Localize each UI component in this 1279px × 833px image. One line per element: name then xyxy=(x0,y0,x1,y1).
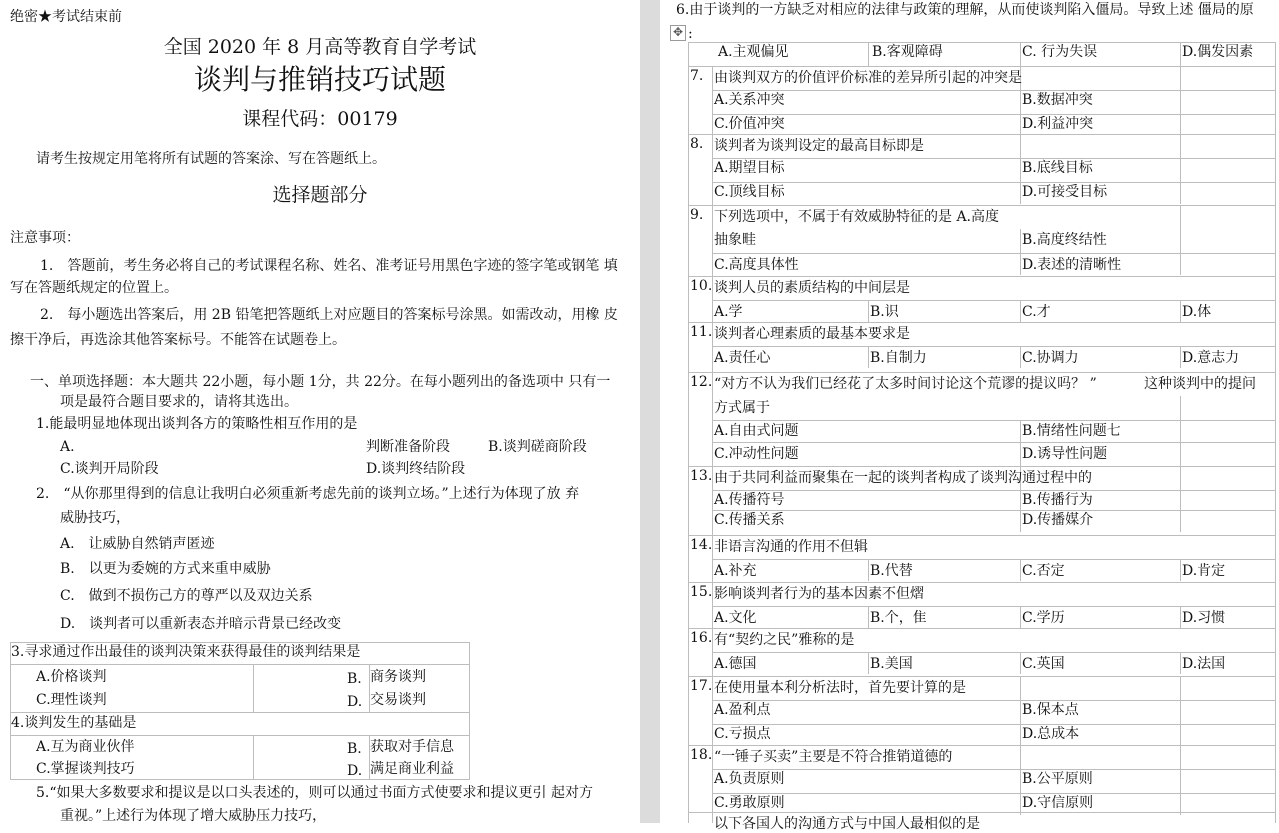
table-grid-line xyxy=(1020,420,1021,466)
question-number: 10. xyxy=(690,278,713,294)
q1-option-d: D.谈判终结阶段 xyxy=(366,461,466,477)
table-grid-line xyxy=(1180,559,1181,581)
table-grid-line xyxy=(688,466,1275,467)
table-grid-line xyxy=(688,205,1275,206)
option-d: D.肯定 xyxy=(1182,563,1226,579)
table-grid-line xyxy=(1180,66,1181,136)
course-code: 课程代码：00179 xyxy=(242,108,398,130)
q3-option-b-letter: B. xyxy=(347,671,362,687)
option-a: A.负责原则 xyxy=(714,771,785,787)
table-grid-line xyxy=(688,582,1275,583)
question-stem: “一锤子买卖”主要是不符合推销道德的 xyxy=(714,749,953,765)
question-number: 13. xyxy=(690,468,713,484)
option-a: A.责任心 xyxy=(714,350,771,366)
question-stem: “对方不认为我们已经花了太多时间讨论这个荒谬的提议吗？ ” xyxy=(714,376,1097,392)
table-grid-line xyxy=(688,676,1275,677)
option-c: C.才 xyxy=(1022,304,1051,320)
option-a: A.学 xyxy=(714,304,743,320)
option-d: D.利益冲突 xyxy=(1022,116,1094,132)
note1-line1: 1. 答题前，考生务必将自己的考试课程名称、姓名、准考证号用黑色字迹的签字笔或钢笔 填 xyxy=(40,258,618,274)
exam-title: 全国 2020 年 8 月高等教育自学考试 xyxy=(163,36,477,58)
option-c: C.学历 xyxy=(1022,610,1065,626)
table-grid-line xyxy=(712,490,1275,491)
option-d: D.诱导性问题 xyxy=(1022,446,1108,462)
table-grid-line xyxy=(1020,300,1021,322)
question-stem-cont: 抽象畦 xyxy=(714,232,756,248)
table-grid-line xyxy=(1275,42,1276,823)
option-b: B.代替 xyxy=(870,563,913,579)
question-stem: 有“契约之民”雅称的是 xyxy=(714,632,855,648)
table-grid-line xyxy=(712,300,1275,301)
table-grid-line xyxy=(712,420,1275,421)
option-c: C.否定 xyxy=(1022,563,1065,579)
table-grid-line xyxy=(688,745,1275,746)
question-number: 14. xyxy=(690,537,713,553)
q1-option-a-text: 判断准备阶段 xyxy=(366,439,450,455)
q3-option-a: A.价格谈判 xyxy=(36,669,107,685)
table-grid-line xyxy=(1020,745,1021,815)
table-grid-line xyxy=(1180,745,1181,815)
notes-heading: 注意事项： xyxy=(10,230,80,246)
option-b: B.保本点 xyxy=(1022,702,1079,718)
option-a: A.期望目标 xyxy=(714,160,785,176)
option-d: D.可接受目标 xyxy=(1022,184,1108,200)
question-stem: 在使用量本利分析法时，首先要计算的是 xyxy=(714,680,966,696)
q6-option-b: B.客观障碍 xyxy=(872,44,943,60)
table-grid-line xyxy=(712,652,1275,653)
q2-option-b: B. 以更为委婉的方式来重申威胁 xyxy=(60,561,271,577)
q3-option-d: 交易谈判 xyxy=(370,692,426,708)
q5-stem-line1: 5.“如果大多数要求和提议是以口头表述的，则可以通过书面方式使要求和提议更引 起对方 xyxy=(36,785,593,801)
table-grid-line xyxy=(712,559,1275,560)
option-c: C.协调力 xyxy=(1022,350,1079,366)
table-grid-line xyxy=(1180,396,1181,466)
question-number: 12. xyxy=(690,374,713,390)
note2-line2: 擦干净后，再选涂其他答案标号。不能答在试题卷上。 xyxy=(10,332,346,348)
table-grid-line xyxy=(688,42,689,823)
page-gutter xyxy=(640,0,660,823)
table-grid-line xyxy=(688,134,1275,135)
q3-option-b: 商务谈判 xyxy=(370,669,426,685)
option-a: A.自由式问题 xyxy=(714,423,799,439)
table-grid-line xyxy=(1180,652,1181,674)
option-c: C.勇敢原则 xyxy=(714,795,785,811)
option-b: B.美国 xyxy=(870,656,913,672)
option-c: C.高度具体性 xyxy=(714,257,799,273)
option-c: C.价值冲突 xyxy=(714,116,785,132)
table-grid-line xyxy=(688,66,1275,67)
table-grid-line xyxy=(868,652,869,674)
option-a: A.德国 xyxy=(714,656,757,672)
question-number: 7. xyxy=(690,68,704,84)
q4-option-b-letter: B. xyxy=(347,741,362,757)
table-grid-line xyxy=(712,606,1275,607)
question-number: 17. xyxy=(690,678,713,694)
q6-stem: 6.由于谈判的一方缺乏对相应的法律与政策的理解，从而使谈判陷入僵局。导致上述 僵局的原 xyxy=(676,2,1254,18)
table-grid-line xyxy=(1180,300,1181,322)
part1-line2: 项是最符合题目要求的，请将其选出。 xyxy=(60,394,298,410)
option-c: C.顶线目标 xyxy=(714,184,785,200)
table-grid-line xyxy=(712,724,1275,725)
q1-option-b: B.谈判磋商阶段 xyxy=(488,439,587,455)
section-title: 选择题部分 xyxy=(272,184,368,206)
q2-option-c: C. 做到不损伤己方的尊严以及双边关系 xyxy=(60,588,313,604)
question-number: 18. xyxy=(690,747,713,763)
question-stem: 谈判者为谈判设定的最高目标即是 xyxy=(714,138,924,154)
table-grid-line xyxy=(688,535,1275,536)
option-d: D.习惯 xyxy=(1182,610,1226,626)
table-grid-line xyxy=(688,276,1275,277)
option-c: C.传播关系 xyxy=(714,512,785,528)
table-grid-line xyxy=(688,322,1275,323)
table-grid-line xyxy=(1180,676,1181,746)
q1-option-a: A. xyxy=(60,439,75,455)
q5-stem-line2: 重视。”上述行为体现了增大威胁压力技巧， xyxy=(60,808,327,824)
table-grid-line xyxy=(1180,42,1181,66)
q2-stem-line1: 2. “从你那里得到的信息让我明白必须重新考虑先前的谈判立场。”上述行为体现了放 弃 xyxy=(36,486,580,502)
table-grid-line xyxy=(868,300,869,322)
q6-colon: : xyxy=(688,26,693,42)
option-b: B.高度终结性 xyxy=(1022,232,1107,248)
table-grid-line xyxy=(712,793,1275,794)
table-grid-line xyxy=(1020,134,1021,204)
table-grid-line xyxy=(1020,42,1021,66)
question-stem: 影响谈判者行为的基本因素不但熠 xyxy=(714,586,924,602)
q1-stem: 1.能最明显地体现出谈判各方的策略性相互作用的是 xyxy=(36,416,358,432)
option-b: B.个，隹 xyxy=(870,610,927,626)
q4-option-d-letter: D. xyxy=(347,763,363,779)
right-page xyxy=(660,0,1279,832)
option-b: B.数据冲突 xyxy=(1022,92,1093,108)
table-grid-line xyxy=(712,114,1275,115)
table-grid-line xyxy=(712,346,1275,347)
question-number: 15. xyxy=(690,584,713,600)
q2-option-d: D. 谈判者可以重新表态并暗示背景已经改变 xyxy=(60,616,342,632)
subject-title: 谈判与推销技巧试题 xyxy=(193,63,446,96)
note1-line2: 写在答题纸规定的位置上。 xyxy=(10,280,178,296)
option-a: A.盈利点 xyxy=(714,702,771,718)
table-grid-line xyxy=(1180,134,1181,204)
table-grid-line xyxy=(1020,559,1021,581)
question-number: 16. xyxy=(690,630,713,646)
question-number: 9. xyxy=(690,207,704,223)
option-d: D.传播媒介 xyxy=(1022,512,1094,528)
table-grid-line xyxy=(712,182,1275,183)
table-grid-line xyxy=(712,66,713,823)
left-page xyxy=(0,0,640,823)
question-stem: 非语言沟通的作用不但辑 xyxy=(714,539,868,555)
table-grid-line xyxy=(1020,652,1021,674)
q2-option-a: A. 让威胁自然销声匿迹 xyxy=(60,536,215,552)
table-grid-line xyxy=(1020,346,1021,368)
option-b: B.识 xyxy=(870,304,899,320)
question-stem-tail: 这种谈判中的提问 xyxy=(1144,376,1256,392)
table-grid-line xyxy=(868,559,869,581)
table-grid-line xyxy=(1020,676,1021,746)
option-a: A.传播符号 xyxy=(714,492,785,508)
table-grid-line xyxy=(712,510,1275,511)
question-stem: 以下各国人的沟通方式与中国人最相似的是 xyxy=(714,816,980,832)
question-number: 11. xyxy=(690,324,713,340)
table-move-handle-icon[interactable]: ✥ xyxy=(670,25,686,41)
option-d: D.表述的清晰性 xyxy=(1022,257,1122,273)
table-grid-line xyxy=(688,628,1275,629)
table-grid-line xyxy=(688,812,1275,813)
table-grid-line xyxy=(868,606,869,628)
option-d: D.意志力 xyxy=(1182,350,1240,366)
table-grid-line xyxy=(712,90,1275,91)
q6-option-d: D.偶发因素 xyxy=(1182,44,1254,60)
part1-line1: 一、单项选择题：本大题共 22小题，每小题 1分，共 22分。在每小题列出的备选项中 只有一 xyxy=(30,374,611,390)
question-stem-cont: 方式属于 xyxy=(714,400,770,416)
table-grid-line xyxy=(712,442,1275,443)
option-b: B.公平原则 xyxy=(1022,771,1093,787)
table-grid-line xyxy=(1180,466,1181,532)
option-c: C.英国 xyxy=(1022,656,1065,672)
table-grid-line xyxy=(1180,606,1181,628)
q3-stem: 3.寻求通过作出最佳的谈判决策来获得最佳的谈判结果是 xyxy=(11,644,361,660)
table-grid-line xyxy=(1180,205,1181,275)
q6-option-c: C. 行为失误 xyxy=(1022,44,1098,60)
q4-option-d: 满足商业利益 xyxy=(370,761,454,777)
option-b: B.情绪性问题七 xyxy=(1022,423,1121,439)
table-grid-line xyxy=(1180,346,1181,368)
option-b: B.传播行为 xyxy=(1022,492,1093,508)
answer-instruction: 请考生按规定用笔将所有试题的答案涂、写在答题纸上。 xyxy=(36,151,386,167)
note2-line1: 2. 每小题选出答案后，用 2B 铅笔把答题纸上对应题目的答案标号涂黑。如需改动，用橡 皮 xyxy=(40,307,618,323)
q3-option-c: C.理性谈判 xyxy=(36,692,107,708)
table-grid-line xyxy=(712,700,1275,701)
table-grid-line xyxy=(688,372,1275,373)
table-grid-line xyxy=(712,769,1275,770)
q3-option-d-letter: D. xyxy=(347,694,363,710)
q1-option-c: C.谈判开局阶段 xyxy=(60,461,159,477)
question-stem: 谈判者心理素质的最基本要求是 xyxy=(714,326,910,342)
option-d: D.总成本 xyxy=(1022,726,1080,742)
question-number: 8. xyxy=(690,136,704,152)
question-stem: 谈判人员的素质结构的中间层是 xyxy=(714,280,910,296)
option-c: C.冲动性问题 xyxy=(714,446,799,462)
option-d: D.体 xyxy=(1182,304,1212,320)
q4-option-a: A.互为商业伙伴 xyxy=(36,739,135,755)
secret-label: 绝密★考试结束前 xyxy=(10,9,122,25)
option-c: C.亏损点 xyxy=(714,726,771,742)
option-b: B.底线目标 xyxy=(1022,160,1093,176)
option-a: A.文化 xyxy=(714,610,757,626)
table-grid-line xyxy=(868,346,869,368)
option-d: D.守信原则 xyxy=(1022,795,1094,811)
table-grid-line xyxy=(712,158,1275,159)
q4-option-b: 获取对手信息 xyxy=(370,739,454,755)
question-stem: 由谈判双方的价值评价标准的差异所引起的冲突是 xyxy=(714,70,1022,86)
table-grid-line xyxy=(1020,606,1021,628)
table-grid-line xyxy=(712,253,1275,254)
question-stem: 由于共同利益而聚集在一起的谈判者构成了谈判沟通过程中的 xyxy=(714,470,1092,486)
option-a: A.补充 xyxy=(714,563,757,579)
option-b: B.自制力 xyxy=(870,350,927,366)
table-grid-line xyxy=(868,42,869,66)
q4-option-c: C.掌握谈判技巧 xyxy=(36,761,135,777)
option-a: A.关系冲突 xyxy=(714,92,785,108)
q2-stem-line2: 威胁技巧， xyxy=(60,510,130,526)
q4-stem: 4.谈判发生的基础是 xyxy=(11,715,137,731)
table-grid-line xyxy=(1020,229,1021,275)
q6-option-a: A.主观偏见 xyxy=(718,44,789,60)
option-d: D.法国 xyxy=(1182,656,1226,672)
question-stem: 下列选项中，不属于有效威胁特征的是 A.高度 xyxy=(714,209,1000,225)
